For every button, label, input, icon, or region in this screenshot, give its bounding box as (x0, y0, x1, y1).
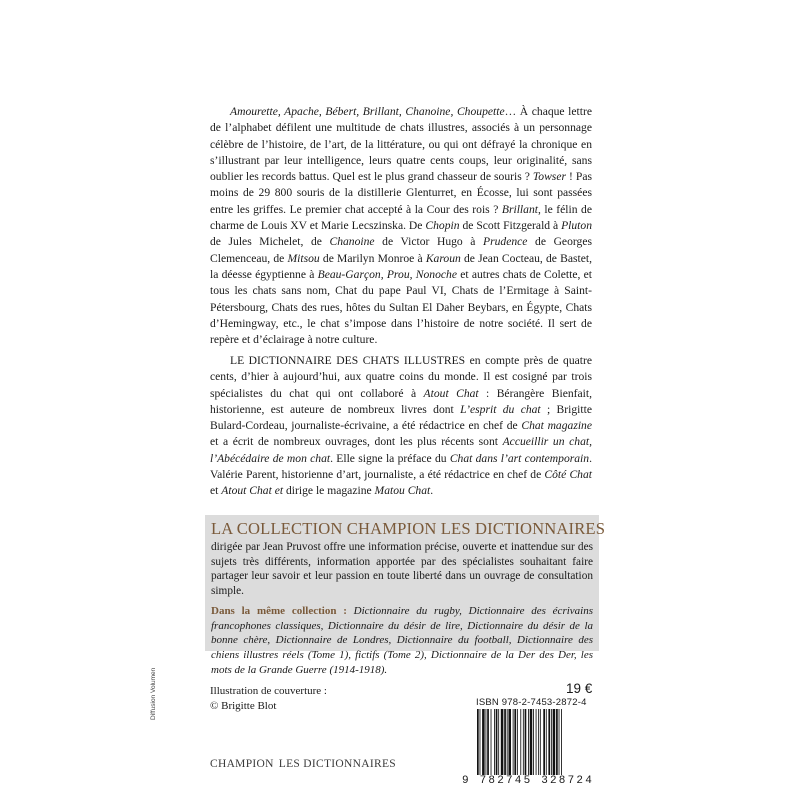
text-segment: de Victor Hugo à (374, 235, 484, 249)
text-segment: et autres chats de Colette, et tous les chats sans nom, Chat du pape Paul VI, Chats de l’Ermitage à Saint-Pétersbourg, Chats des rues, hôtes du Sultan El Daher Beybars, en Égypte, Chats d’Hemingway, etc., le chat s’impose dans l’histoire de notre société. Il sert de repère et d’éclairage à notre culture. (210, 267, 592, 347)
barcode-bar (551, 709, 552, 775)
barcode-icon (476, 709, 594, 775)
text-segment: … À chaque lettre de l’alphabet défilent une multitude de chats illustres, associés à un personnage célèbre de l’histoire, de l’art, de la littérature, ou qui ont défrayé la chronique en s’illustrant par leur intelligence, leurs quatre cents coups, leur originalité, sans oublier les records battus. Quel est le plus grand chasseur de souris ? (210, 105, 592, 184)
text-segment: de Jean Cocteau, de Bastet, la déesse égyptienne à (210, 251, 592, 281)
text-segment: Chopin (425, 219, 460, 233)
text-segment: Towser (532, 170, 566, 184)
text-segment: : Bérangère Bienfait, historienne, est auteure de nombreux livres dont (210, 386, 592, 416)
barcode-bar (487, 709, 489, 775)
barcode-bar (494, 709, 495, 775)
text-segment: Mitsou (287, 251, 320, 265)
collection-box (205, 515, 606, 676)
barcode-bar (486, 709, 487, 775)
barcode-bar (538, 709, 539, 775)
text-segment: Atout Chat (423, 386, 479, 400)
description-paragraph-1 (210, 104, 592, 348)
barcode-bar (477, 709, 479, 775)
text-segment: , le félin de charme de Louis XV et Marie Lecszinska. De (210, 202, 593, 233)
text-segment: . Valérie Parent, historienne d’art, journaliste, a été rédactrice en chef de (210, 451, 592, 482)
same-collection-label: Dans la même collection : (211, 604, 347, 617)
text-segment: Chat magazine (521, 419, 593, 433)
barcode-bar (480, 709, 481, 775)
collection-description: dirigée par Jean Pruvost offre une information précise, ouverte et inattendue sur des sujets très différents, information apportée par des spécialistes souhaitant faire partager leur savoir et leur passion en toute liberté dans un ouvrage de consultation simple. (211, 541, 593, 598)
description-paragraph-2 (210, 353, 592, 500)
collection-title: LA COLLECTION CHAMPION LES DICTIONNAIRES (211, 519, 606, 538)
barcode-bar (523, 709, 524, 775)
barcode-bar (561, 709, 562, 775)
credit-artist: © Brigitte Blot (210, 700, 277, 712)
barcode-bar (482, 709, 485, 775)
same-collection-list (211, 604, 593, 678)
barcode-bar (501, 709, 504, 775)
text-segment: Karoun (425, 251, 461, 265)
text-segment: Accueillir un chat, l’Abécédaire de mon chat (210, 435, 592, 465)
text-segment: Matou Chat (374, 484, 431, 498)
text-segment: Atout Chat et (221, 484, 284, 498)
text-segment: de Jules Michelet, de (210, 235, 330, 249)
credit-label: Illustration de couverture : (210, 685, 327, 697)
text-segment: Brillant (501, 202, 538, 216)
series-name: LES DICTIONNAIRES (278, 758, 396, 770)
barcode-bar (496, 709, 498, 775)
text-segment: Amourette, Apache, Bébert, Brillant, Chanoine, Choupette (230, 105, 505, 118)
barcode-bar (525, 709, 527, 775)
barcode-bar (559, 709, 560, 775)
price: 19 € (566, 681, 593, 696)
barcode-digits: 9 782745 328724 (462, 775, 595, 787)
text-segment: Pluton (561, 219, 592, 233)
text-segment: Prudence (483, 235, 528, 249)
barcode-bar (513, 709, 514, 775)
barcode-bar (536, 709, 537, 775)
text-segment: ! Pas moins de 29 800 souris de la distillerie Glenturret, en Écosse, lui sont passées entre les griffes. Le premier chat accepté à la Cour des rois ? (210, 170, 592, 216)
barcode-bar (517, 709, 518, 775)
barcode-bar (543, 709, 545, 775)
text-segment: ; Brigitte Bulard-Cordeau, journaliste-écrivaine, a été rédactrice en chef de (210, 402, 592, 433)
text-segment: dirige le magazine (283, 484, 375, 498)
barcode-bar (553, 709, 556, 775)
barcode-bar (530, 709, 533, 775)
text-segment: LE DICTIONNAIRE DES CHATS ILLUSTRES en compte près de quatre cents, d’hier à aujourd’hui, aux quatre coins du monde. Il est cosigné par trois spécialistes du chat qui ont collaboré à (210, 354, 592, 400)
illustration-credit (210, 684, 327, 714)
text-segment: . (430, 484, 434, 498)
barcode-bar (528, 709, 529, 775)
text-segment: et (210, 484, 222, 498)
publisher-name: CHAMPION (210, 758, 274, 770)
text-segment: de Scott Fitzgerald à (459, 219, 562, 233)
distributor-label: Diffusion Volumen (150, 667, 157, 720)
barcode-bar (540, 709, 541, 775)
text-segment: Chanoine (329, 235, 375, 249)
same-collection-titles: Dictionnaire du rugby, Dictionnaire des écrivains francophones classiques, Dictionnaire du désir de lire, Dictionnaire du désir de la bonne chère, Dictionnaire de Londres, Dictionnaire du football, Dictionnaire des chiens illustres réels (Tome 1), fictifs (Tome 2), Dictionnaire de la Der des Der, les mots de la Grande Guerre (1914-1918). (211, 604, 593, 676)
barcode-bar (548, 709, 550, 775)
barcode-bar (556, 709, 558, 775)
publisher-footer (210, 758, 396, 770)
text-segment: Chat dans l’art contemporain (449, 451, 590, 465)
text-segment: et a écrit de nombreux ouvrages, dont les plus récents sont (210, 435, 503, 449)
text-segment: Côté Chat (544, 468, 592, 482)
barcode-bar (498, 709, 499, 775)
text-segment: Beau-Garçon, Prou, Nonoche (317, 267, 457, 281)
barcode-bar (533, 709, 534, 775)
isbn-number: ISBN 978-2-7453-2872-4 (476, 697, 587, 708)
barcode-bar (514, 709, 516, 775)
barcode-bar (546, 709, 547, 775)
barcode-bar (491, 709, 492, 775)
barcode-bar (507, 709, 508, 775)
text-segment: de Georges Clemenceau, de (210, 235, 592, 265)
text-segment: de Marilyn Monroe à (319, 251, 426, 265)
barcode-bar (520, 709, 521, 775)
barcode-bar (504, 709, 506, 775)
text-segment: L’esprit du chat (460, 402, 541, 416)
barcode-bar (508, 709, 511, 775)
text-segment: . Elle signe la préface du (330, 451, 450, 465)
